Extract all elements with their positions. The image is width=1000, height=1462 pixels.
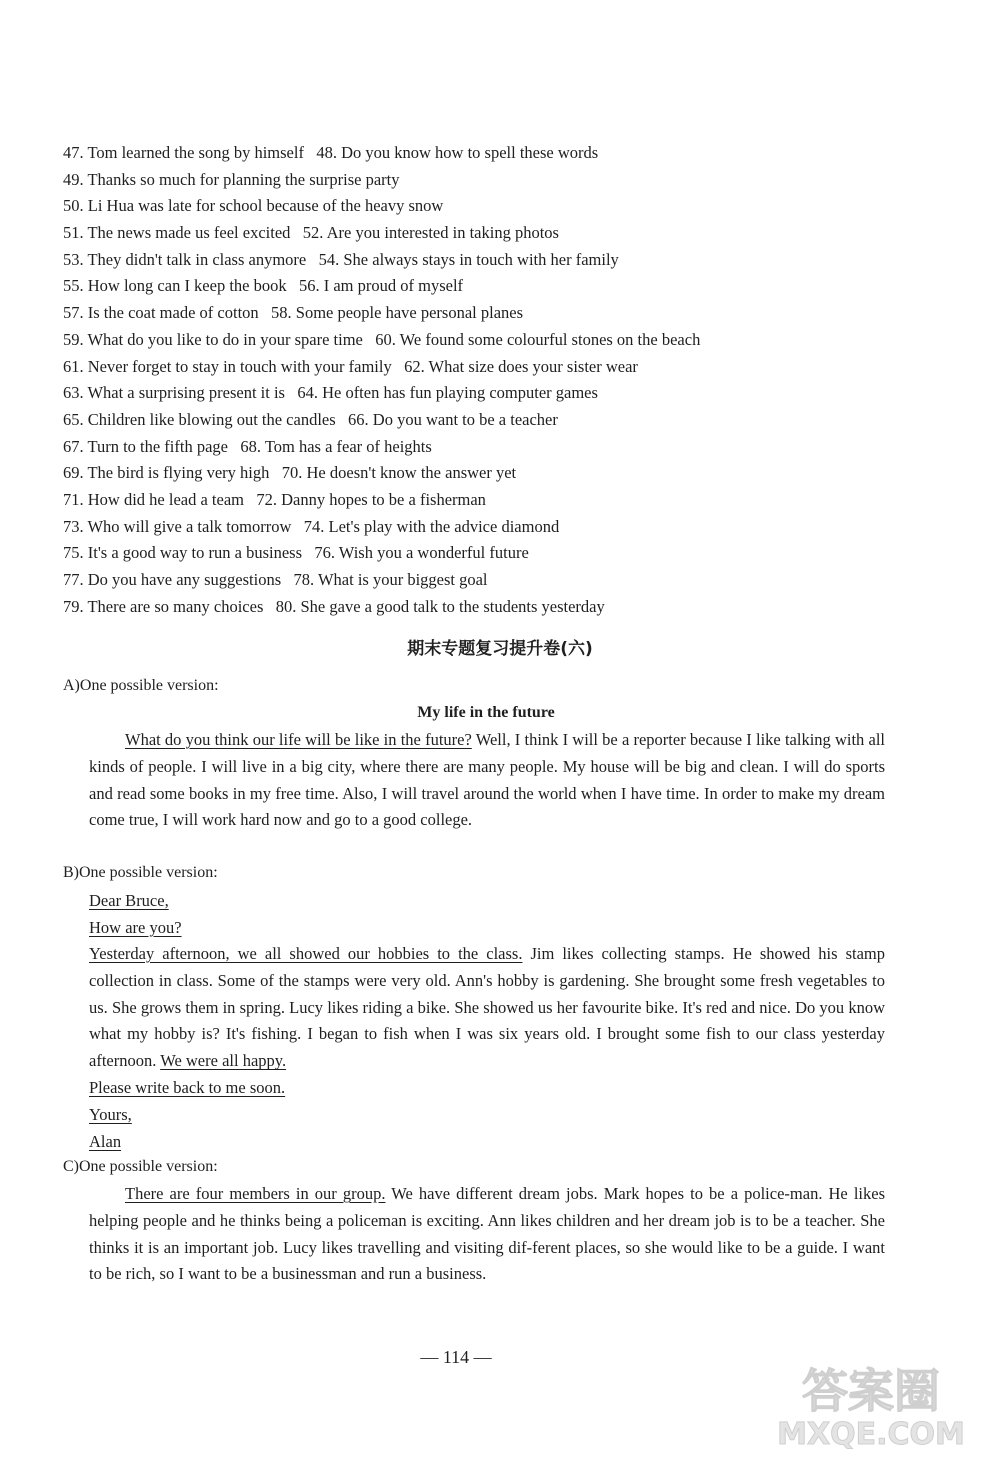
part-c-underlined-sentence: There are four members in our group. bbox=[125, 1184, 386, 1203]
answer-list bbox=[63, 140, 943, 620]
essay-title: My life in the future bbox=[417, 704, 555, 721]
answer-line: 57. Is the coat made of cotton 58. Some people have personal planes bbox=[63, 303, 524, 323]
answer-line: 59. What do you like to do in your spare time 60. We found some colourful stones on the beach bbox=[63, 329, 701, 349]
answer-line: 63. What a surprising present it is 64. He often has fun playing computer games bbox=[63, 383, 598, 403]
part-c-paragraph bbox=[89, 1181, 885, 1288]
answer-line: 75. It's a good way to run a business 76. Wish you a wonderful future bbox=[63, 543, 529, 563]
answer-line: 69. The bird is flying very high 70. He doesn't know the answer yet bbox=[63, 463, 517, 483]
part-c-body: We have different dream jobs. Mark hopes to be a police-man. He likes helping people and he thinks being a policeman is exciting. Ann likes children and her dream job is to be a teacher. She thinks it is an important job. Lucy likes travelling and visiting dif-ferent places, so she would like to be a guide. I want to be rich, so I want to be a businessman and run a business. bbox=[89, 1184, 885, 1284]
part-a-label: A)One possible version: bbox=[63, 677, 219, 694]
part-b-underlined-start: Yesterday afternoon, we all showed our hobbies to the class. bbox=[89, 944, 523, 963]
answer-line: 71. How did he lead a team 72. Danny hopes to be a fisherman bbox=[63, 489, 486, 509]
answer-line: 53. They didn't talk in class anymore 54. She always stays in touch with her family bbox=[63, 249, 619, 269]
part-b-label: B)One possible version: bbox=[63, 864, 218, 881]
answer-line: 73. Who will give a talk tomorrow 74. Let's play with the advice diamond bbox=[63, 516, 560, 536]
part-b-underlined-end: We were all happy. bbox=[160, 1051, 287, 1071]
part-a-body: Well, I think I will be a reporter because I like talking with all kinds of people. I will live in a big city, where there are many people. My house will be big and clean. I will do sports and read some books in my free time. Also, I will travel around the world when I have time. In order to make my dream come true, I will work hard now and go to a good college. bbox=[89, 730, 886, 830]
letter-sign-off: Yours, bbox=[89, 1105, 132, 1124]
watermark-logo bbox=[756, 1352, 986, 1452]
letter-signature: Alan bbox=[89, 1132, 122, 1151]
watermark-url: MXQE.COM bbox=[777, 1417, 965, 1452]
answer-line: 50. Li Hua was late for school because of the heavy snow bbox=[63, 196, 444, 216]
answer-line: 49. Thanks so much for planning the surprise party bbox=[63, 169, 400, 189]
answer-line: 51. The news made us feel excited 52. Are you interested in taking photos bbox=[63, 223, 559, 243]
answer-line: 79. There are so many choices 80. She gave a good talk to the students yesterday bbox=[63, 596, 605, 616]
answer-line: 67. Turn to the fifth page 68. Tom has a fear of heights bbox=[63, 436, 432, 456]
answer-line: 77. Do you have any suggestions 78. What is your biggest goal bbox=[63, 570, 488, 589]
letter-opening: How are you? bbox=[89, 918, 182, 937]
part-b-body: Jim likes collecting stamps. He showed his stamp collection in class. Some of the stamps were very old. Ann's hobby is gardening. She brought some fresh vegetables to us. She grows them in spring. Lucy likes riding a bike. She showed us her favourite bike. It's red and nice. Do you know what my hobby is? It's fishing. I began to fish when I was six years old. I brought some fish to our class yesterday afternoon. bbox=[89, 944, 885, 1071]
answer-line: 47. Tom learned the song by himself 48. Do you know how to spell these words bbox=[63, 143, 599, 162]
letter-closing-request: Please write back to me soon. bbox=[89, 1078, 286, 1097]
answer-line: 65. Children like blowing out the candles 66. Do you want to be a teacher bbox=[63, 409, 558, 429]
section-title: 期末专题复习提升卷(六) bbox=[407, 639, 593, 659]
part-a-paragraph bbox=[89, 727, 885, 834]
answer-line: 55. How long can I keep the book 56. I am proud of myself bbox=[63, 276, 464, 296]
page-number: — 114 — bbox=[420, 1347, 492, 1367]
part-b-paragraph bbox=[89, 941, 885, 1075]
watermark-chinese: 答案圈 bbox=[802, 1364, 940, 1418]
part-c-label: C)One possible version: bbox=[63, 1158, 218, 1175]
answer-line: 61. Never forget to stay in touch with your family 62. What size does your sister wear bbox=[63, 356, 638, 376]
part-a-underlined-sentence: What do you think our life will be like in the future? bbox=[125, 730, 472, 749]
letter-greeting: Dear Bruce, bbox=[89, 891, 169, 910]
